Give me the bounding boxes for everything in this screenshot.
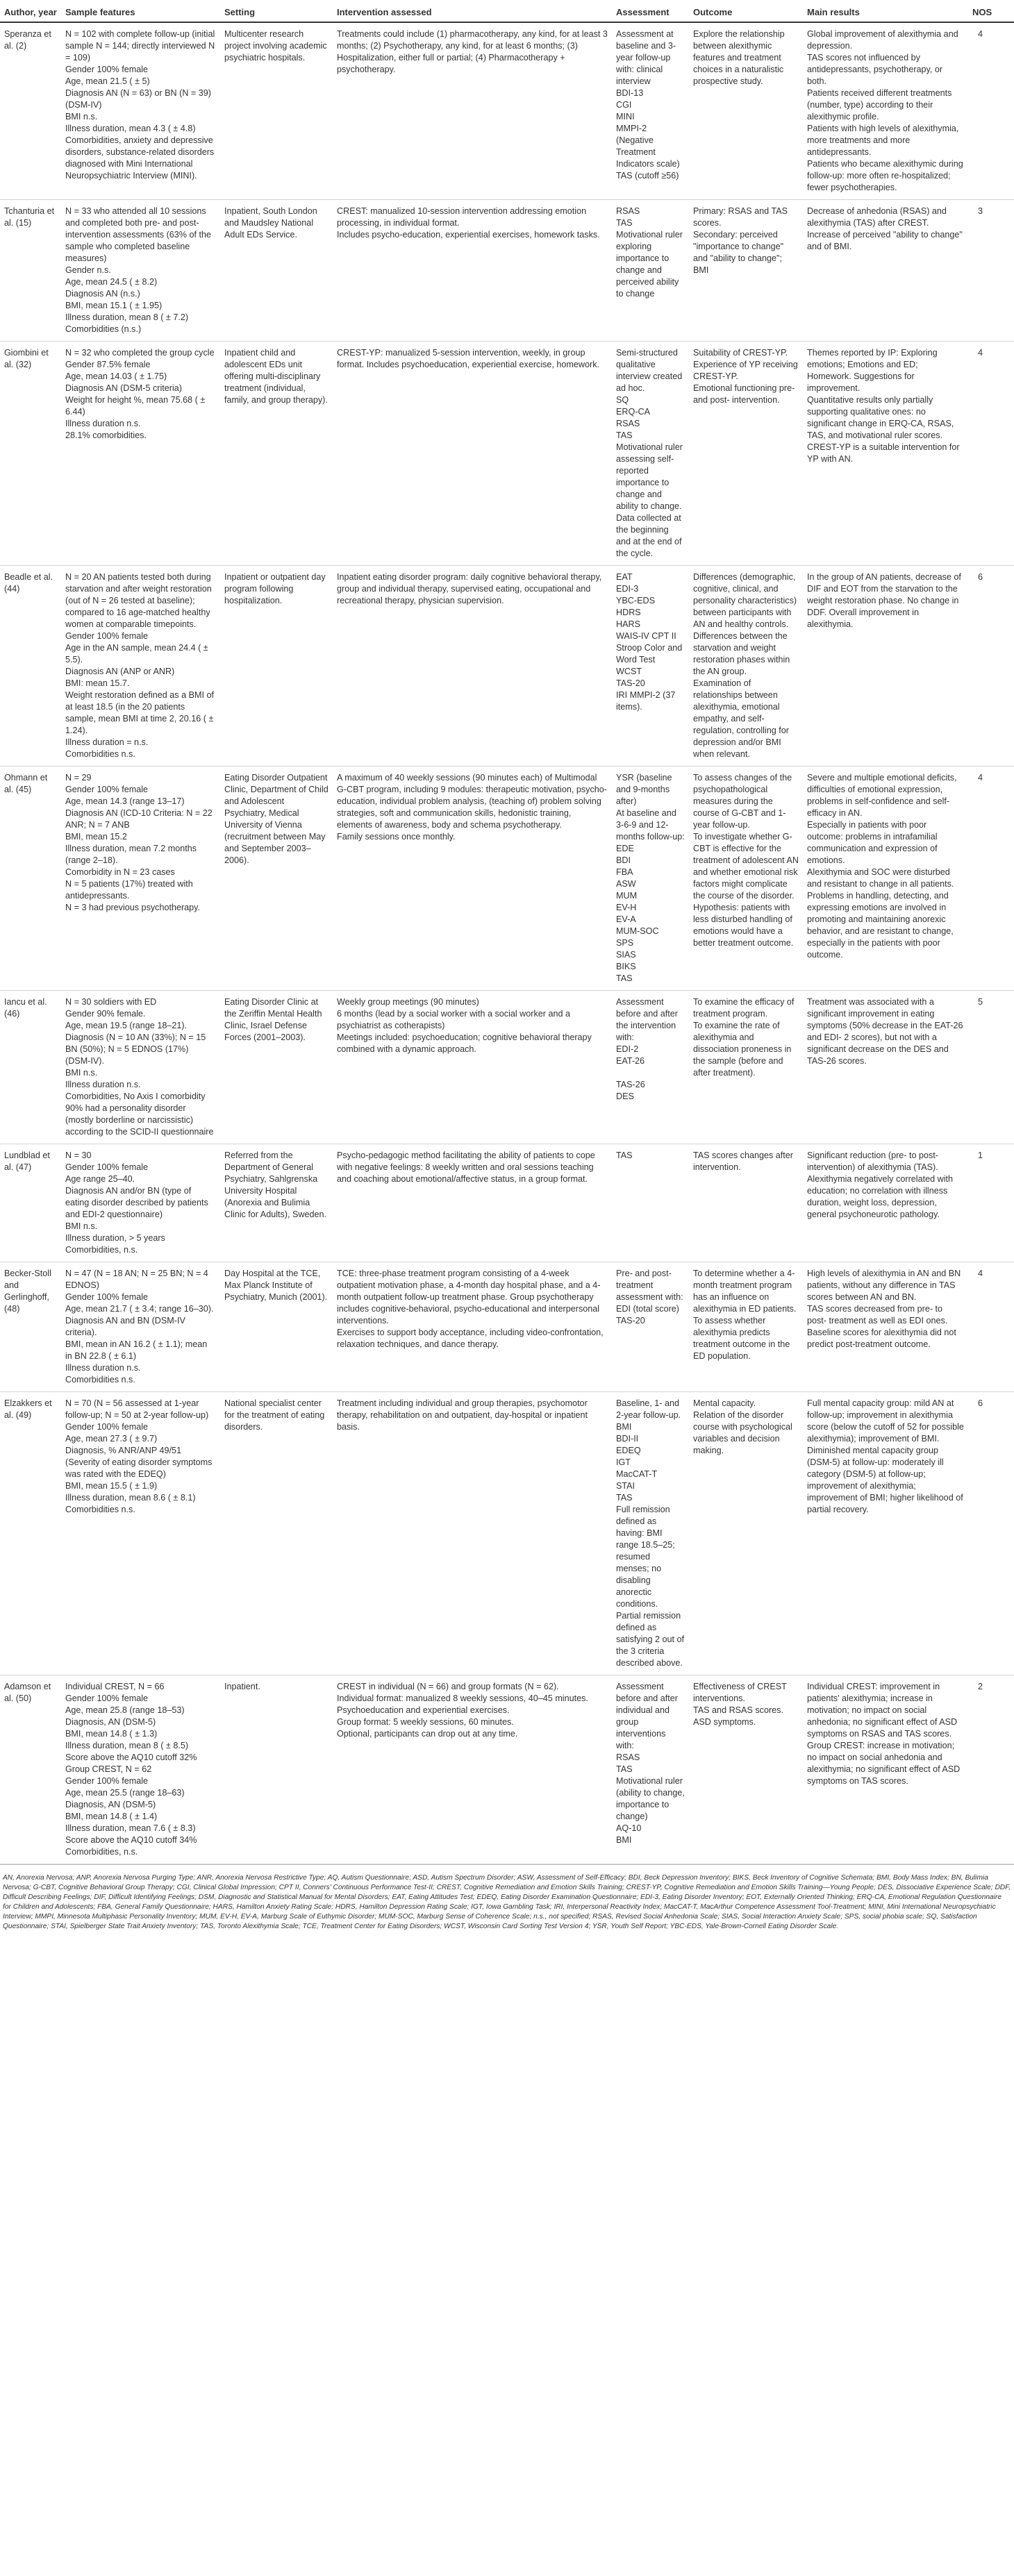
table-row	[0, 1675, 1014, 1864]
col-header-setting: Setting	[220, 0, 333, 22]
cell-setting: Inpatient, South London and Maudsley National Adult EDs Service.	[220, 200, 333, 342]
cell-intervention: CREST: manualized 10-session intervention addressing emotion processing, in individual format. Includes psycho-education, experiential exercises, homework tasks.	[333, 200, 612, 342]
cell-setting: National specialist center for the treatment of eating disorders.	[220, 1392, 333, 1675]
cell-author: Ohmann et al. (45)	[0, 767, 61, 991]
cell-intervention: CREST-YP: manualized 5-session intervention, weekly, in group format. Includes psychoeducation, experiential exercise, homework.	[333, 342, 612, 566]
cell-sample: N = 32 who completed the group cycle Gender 87.5% female Age, mean 14.03 ( ± 1.75) Diagnosis AN (DSM-5 criteria) Weight for height %, mean 75.68 ( ± 6.44) Illness duration n.s. 28.1% comorbidities.	[61, 342, 220, 566]
cell-nos: 3	[968, 200, 1014, 342]
cell-author: Becker-Stoll and Gerlinghoff, (48)	[0, 1262, 61, 1392]
cell-author: Elzakkers et al. (49)	[0, 1392, 61, 1675]
cell-setting: Referred from the Department of General Psychiatry, Sahlgrenska University Hospital (Anorexia and Bulimia Clinic for Adults), Sweden.	[220, 1144, 333, 1262]
cell-setting: Day Hospital at the TCE, Max Planck Institute of Psychiatry, Munich (2001).	[220, 1262, 333, 1392]
cell-intervention: Treatments could include (1) pharmacotherapy, any kind, for at least 3 months; (2) Psychotherapy, any kind, for at least 6 months; (3) Hospitalization, either full or partial; (4) Pharmacotherapy + psychotherapy.	[333, 22, 612, 200]
cell-results: Global improvement of alexithymia and depression. TAS scores not influenced by antidepressants, psychotherapy, or both. Patients received different treatments (number, type) according to their alexithymic profile. Patients with high levels of alexithymia, more treatments and more antidepressants. Patients who became alexithymic during follow-up: more often re-hospitalized; fewer psychotherapies.	[803, 22, 968, 200]
cell-assessment: Semi-structured qualitative interview created ad hoc. SQ ERQ-CA RSAS TAS Motivational ruler assessing self-reported importance to change and ability to change. Data collected at the beginning and at the end of the cycle.	[612, 342, 689, 566]
cell-outcome: Effectiveness of CREST interventions. TAS and RSAS scores. ASD symptoms.	[689, 1675, 803, 1864]
cell-sample: N = 102 with complete follow-up (initial sample N = 144; directly interviewed N = 109) Gender 100% female Age, mean 21.5 ( ± 5) Diagnosis AN (N = 63) or BN (N = 39) (DSM-IV) BMI n.s. Illness duration, mean 4.3 ( ± 4.8) Comorbidities, anxiety and depressive disorders, substance-related disorders diagnosed with Mini International Neuropsychiatric Interview (MINI).	[61, 22, 220, 200]
table-row	[0, 200, 1014, 342]
cell-author: Adamson et al. (50)	[0, 1675, 61, 1864]
cell-assessment: TAS	[612, 1144, 689, 1262]
cell-assessment: Assessment at baseline and 3-year follow-up with: clinical interview BDI-13 CGI MINI MMPI-2 (Negative Treatment Indicators scale) TAS (cutoff ≥56)	[612, 22, 689, 200]
cell-results: Severe and multiple emotional deficits, difficulties of emotional expression, problems in self-confidence and self-efficacy in AN. Especially in patients with poor outcome: problems in intrafamilial communication and expression of emotions. Alexithymia and SOC were disturbed and resistant to change in all patients. Problems in handling, detecting, and expressing emotions are involved in promoting and maintaining anorexic behavior, and are resistant to change, especially in the patients with poor outcome.	[803, 767, 968, 991]
cell-outcome: Suitability of CREST-YP. Experience of YP receiving CREST-YP. Emotional functioning pre- and post- intervention.	[689, 342, 803, 566]
cell-sample: N = 29 Gender 100% female Age, mean 14.3 (range 13–17) Diagnosis AN (ICD-10 Criteria: N = 22 ANR; N = 7 ANB BMI, mean 15.2 Illness duration, mean 7.2 months (range 2–18). Comorbidity in N = 23 cases N = 5 patients (17%) treated with antidepressants. N = 3 had previous psychotherapy.	[61, 767, 220, 991]
table-row	[0, 566, 1014, 767]
cell-sample: N = 33 who attended all 10 sessions and completed both pre- and post-intervention assessments (63% of the sample who completed baseline measures) Gender n.s. Age, mean 24.5 ( ± 8.2) Diagnosis AN (n.s.) BMI, mean 15.1 ( ± 1.95) Illness duration, mean 8 ( ± 7.2) Comorbidities (n.s.)	[61, 200, 220, 342]
cell-author: Beadle et al. (44)	[0, 566, 61, 767]
col-header-results: Main results	[803, 0, 968, 22]
cell-nos: 1	[968, 1144, 1014, 1262]
cell-author: Iancu et al. (46)	[0, 991, 61, 1144]
cell-sample: N = 47 (N = 18 AN; N = 25 BN; N = 4 EDNOS) Gender 100% female Age, mean 21.7 ( ± 3.4; range 16–30). Diagnosis AN and BN (DSM-IV criteria). BMI, mean in AN 16.2 ( ± 1.1); mean in BN 22.8 ( ± 6.1) Illness duration n.s. Comorbidities n.s.	[61, 1262, 220, 1392]
cell-setting: Inpatient or outpatient day program following hospitalization.	[220, 566, 333, 767]
cell-intervention: Psycho-pedagogic method facilitating the ability of patients to cope with negative feelings: 8 weekly written and oral sessions teaching and coaching about emotional/affective status, in a group format.	[333, 1144, 612, 1262]
cell-intervention: CREST in individual (N = 66) and group formats (N = 62). Individual format: manualized 8 weekly sessions, 40–45 minutes. Psychoeducation and experiential exercises. Group format: 5 weekly sessions, 60 minutes. Optional, participants can drop out at any time.	[333, 1675, 612, 1864]
cell-setting: Eating Disorder Outpatient Clinic, Department of Child and Adolescent Psychiatry, Medical University of Vienna (recruitment between May and September 2003–2006).	[220, 767, 333, 991]
cell-results: In the group of AN patients, decrease of DIF and EOT from the starvation to the weight restoration phase. No change in DDF. Overall improvement in alexithymia.	[803, 566, 968, 767]
cell-nos: 2	[968, 1675, 1014, 1864]
cell-results: Significant reduction (pre- to post- intervention) of alexithymia (TAS). Alexithymia negatively correlated with education; no correlation with illness duration, weight loss, depression, general psychoneurotic pathology.	[803, 1144, 968, 1262]
col-header-intervention: Intervention assessed	[333, 0, 612, 22]
cell-setting: Inpatient.	[220, 1675, 333, 1864]
cell-results: Full mental capacity group: mild AN at follow-up; improvement in alexithymia score (below the cutoff of 52 for possible alexithymia); improvement of BMI. Diminished mental capacity group (DSM-5) at follow-up: moderately ill category (DSM-5) at follow-up; improvement of alexithymia; improvement of BMI; higher likelihood of partial recovery.	[803, 1392, 968, 1675]
col-header-assessment: Assessment	[612, 0, 689, 22]
table-row	[0, 767, 1014, 991]
table-footnote: AN, Anorexia Nervosa; ANP, Anorexia Nervosa Purging Type; ANR, Anorexia Nervosa Restrictive Type; AQ, Autism Questionnaire; ASD, Autism Spectrum Disorder; ASW, Assessment of Self-Efficacy; BDI, Beck Depression Inventory; BIKS, Beck Inventory of Cognitive Schemata; BMI, Body Mass Index; BN, Bulimia Nervosa; G-CBT, Cognitive Behavioral Group Therapy; CGI, Clinical Global Impression; CPT II, Conners' Continuous Performance Test-II; CREST, Cognitive Remediation and Emotion Skills Training; CREST-YP, Cognitive Remediation and Emotion Skills Training—Young People; DES, Dissociative Experience Scale; DDF, Difficult Describing Feelings; DIF, Difficult Identifying Feelings; DSM, Diagnostic and Statistical Manual for Mental Disorders; EAT, Eating Attitudes Test; EDEQ, Eating Disorder Examination Questionnaire; EDI-3, Eating Disorder Inventory; EOT, Externally Oriented Thinking; ERQ-CA, Emotional Regulation Questionnaire for Children and Adolescents; FBA, General Family Questionnaire; HARS, Hamilton Anxiety Rating Scale; HDRS, Hamilton Depression Rating Scale; IGT, Iowa Gambling Task; IRI, Interpersonal Reactivity Index; MacCAT-T, MacArthur Competence Assessment Tool-Treatment; MINI, Mini International Neuropsychiatric Interview; MMPI, Minnesota Multiphasic Personality Inventory; MUM, EV-H, EV-A, Marburg Scale of Euthymic Disorder; MUM-SOC, Marburg Sense of Coherence Scale; n.s., not specified; RSAS, Revised Social Anhedonia Scale; SIAS, Social Interaction Anxiety Scale; SPS, social phobia scale; SQ, Satisfaction Questionnaire; STAI, Spielberger State Trait Anxiety Inventory; TAS, Toronto Alexithymia Scale; TCE, Treatment Center for Eating Disorders; WCST, Wisconsin Card Sorting Test Version 4; YSR, Youth Self Report; YBC-EDS, Yale-Brown-Cornell Eating Disorder Scale.	[0, 1864, 1014, 1932]
cell-nos: 6	[968, 566, 1014, 767]
cell-assessment: YSR (baseline and 9-months after) At baseline and 3-6-9 and 12-months follow-up: EDE BDI FBA ASW MUM EV-H EV-A MUM-SOC SPS SIAS BIKS TAS	[612, 767, 689, 991]
table-row	[0, 22, 1014, 200]
cell-intervention: TCE: three-phase treatment program consisting of a 4-week outpatient motivation phase, a 4-month day hospital phase, and a 4-month outpatient follow-up treatment phase. Group psychotherapy includes cognitive-behavioral, psycho-educational and interpersonal interventions. Exercises to support body acceptance, including video-confrontation, relaxation techniques, and dance therapy.	[333, 1262, 612, 1392]
header-row	[0, 0, 1014, 22]
cell-outcome: To determine whether a 4-month treatment program has an influence on alexithymia in ED patients. To assess whether alexithymia predicts treatment outcome in the ED population.	[689, 1262, 803, 1392]
cell-nos: 4	[968, 1262, 1014, 1392]
cell-author: Giombini et al. (32)	[0, 342, 61, 566]
cell-assessment: RSAS TAS Motivational ruler exploring importance to change and perceived ability to change	[612, 200, 689, 342]
cell-outcome: To examine the efficacy of treatment program. To examine the rate of alexithymia and dissociation proneness in the sample (before and after treatment).	[689, 991, 803, 1144]
cell-sample: N = 30 Gender 100% female Age range 25–40. Diagnosis AN and/or BN (type of eating disorder described by patients and EDI-2 questionnaire) BMI n.s. Illness duration, > 5 years Comorbidities, n.s.	[61, 1144, 220, 1262]
cell-outcome: TAS scores changes after intervention.	[689, 1144, 803, 1262]
col-header-sample: Sample features	[61, 0, 220, 22]
cell-sample: N = 20 AN patients tested both during starvation and after weight restoration (out of N = 26 tested at baseline); compared to 16 age-matched healthy women at comparable timepoints. Gender 100% female Age in the AN sample, mean 24.4 ( ± 5.5). Diagnosis AN (ANP or ANR) BMI: mean 15.7. Weight restoration defined as a BMI of at least 18.5 (in the 20 patients sample, mean BMI at time 2, 20.16 ( ± 1.24). Illness duration = n.s. Comorbidities n.s.	[61, 566, 220, 767]
cell-assessment: Pre- and post-treatment assessment with: EDI (total score) TAS-20	[612, 1262, 689, 1392]
cell-sample: Individual CREST, N = 66 Gender 100% female Age, mean 25.8 (range 18–53) Diagnosis, AN (DSM-5) BMI, mean 14.8 ( ± 1.3) Illness duration, mean 8 ( ± 8.5) Score above the AQ10 cutoff 32% Group CREST, N = 62 Gender 100% female Age, mean 25.5 (range 18–63) Diagnosis, AN (DSM-5) BMI, mean 14.8 ( ± 1.4) Illness duration, mean 7.6 ( ± 8.3) Score above the AQ10 cutoff 34% Comorbidities, n.s.	[61, 1675, 220, 1864]
cell-outcome: To assess changes of the psychopathological measures during the course of G-CBT and 1-year follow-up. To investigate whether G-CBT is effective for the treatment of adolescent AN and whether emotional risk factors might complicate the course of the disorder. Hypothesis: patients with less disturbed handling of emotions would have a better treatment outcome.	[689, 767, 803, 991]
cell-outcome: Explore the relationship between alexithymic features and treatment choices in a naturalistic prospective study.	[689, 22, 803, 200]
cell-setting: Inpatient child and adolescent EDs unit offering multi-disciplinary treatment (individual, family, and group therapy).	[220, 342, 333, 566]
cell-nos: 4	[968, 342, 1014, 566]
col-header-nos: NOS	[968, 0, 1014, 22]
cell-setting: Multicenter research project involving academic psychiatric hospitals.	[220, 22, 333, 200]
cell-nos: 6	[968, 1392, 1014, 1675]
col-header-author: Author, year	[0, 0, 61, 22]
cell-setting: Eating Disorder Clinic at the Zeriffin Mental Health Clinic, Israel Defense Forces (2001–2003).	[220, 991, 333, 1144]
cell-sample: N = 30 soldiers with ED Gender 90% female. Age, mean 19.5 (range 18–21). Diagnosis (N = 10 AN (33%); N = 15 BN (50%); N = 5 EDNOS (17%) (DSM-IV). BMI n.s. Illness duration n.s. Comorbidities, No Axis I comorbidity 90% had a personality disorder (mostly borderline or narcissistic) according to the SCID-II questionnaire	[61, 991, 220, 1144]
cell-author: Lundblad et al. (47)	[0, 1144, 61, 1262]
cell-intervention: A maximum of 40 weekly sessions (90 minutes each) of Multimodal G-CBT program, including 9 modules: therapeutic motivation, psycho-education, individual problem analysis, (teaching of) problem solving strategies, soft and communication skills, hedonistic training, elements of awareness, body and schema psychotherapy. Family sessions once monthly.	[333, 767, 612, 991]
table-row	[0, 1392, 1014, 1675]
cell-author: Tchanturia et al. (15)	[0, 200, 61, 342]
cell-intervention: Treatment including individual and group therapies, psychomotor therapy, rehabilitation on and outpatient, day-hospital or inpatient basis.	[333, 1392, 612, 1675]
cell-intervention: Weekly group meetings (90 minutes) 6 months (lead by a social worker with a social worker and a psychiatrist as cotherapists) Meetings included: psychoeducation; cognitive behavioral therapy combined with a dynamic approach.	[333, 991, 612, 1144]
cell-sample: N = 70 (N = 56 assessed at 1-year follow-up; N = 50 at 2-year follow-up) Gender 100% female Age, mean 27.3 ( ± 9.7) Diagnosis, % ANR/ANP 49/51 (Severity of eating disorder symptoms was rated with the EDEQ) BMI, mean 15.5 ( ± 1.9) Illness duration, mean 8.6 ( ± 8.1) Comorbidities n.s.	[61, 1392, 220, 1675]
cell-results: High levels of alexithymia in AN and BN patients, without any difference in TAS scores between AN and BN. TAS scores decreased from pre- to post- treatment as well as EDI ones. Baseline scores for alexithymia did not predict post-treatment outcome.	[803, 1262, 968, 1392]
table-row	[0, 1262, 1014, 1392]
cell-outcome: Mental capacity. Relation of the disorder course with psychological variables and decision making.	[689, 1392, 803, 1675]
cell-nos: 5	[968, 991, 1014, 1144]
cell-nos: 4	[968, 22, 1014, 200]
cell-assessment: EAT EDI-3 YBC-EDS HDRS HARS WAIS-IV CPT II Stroop Color and Word Test WCST TAS-20 IRI MMPI-2 (37 items).	[612, 566, 689, 767]
table-row	[0, 991, 1014, 1144]
cell-nos: 4	[968, 767, 1014, 991]
cell-assessment: Assessment before and after individual and group interventions with: RSAS TAS Motivational ruler (ability to change, importance to change) AQ-10 BMI	[612, 1675, 689, 1864]
cell-assessment: Assessment before and after the intervention with: EDI-2 EAT-26 TAS-26 DES	[612, 991, 689, 1144]
cell-intervention: Inpatient eating disorder program: daily cognitive behavioral therapy, group and individual therapy, supervised eating, occupational and recreational therapy, physician supervision.	[333, 566, 612, 767]
cell-results: Treatment was associated with a significant improvement in eating symptoms (50% decrease in the EAT-26 and EDI- 2 scores), but not with a significant decrease on the DES and TAS-26 scores.	[803, 991, 968, 1144]
cell-results: Themes reported by IP: Exploring emotions; Emotions and ED; Homework. Suggestions for improvement. Quantitative results only partially supporting qualitative ones: no significant change in ERQ-CA, RSAS, TAS, and motivational ruler scores. CREST-YP is a suitable intervention for YP with AN.	[803, 342, 968, 566]
cell-assessment: Baseline, 1- and 2-year follow-up. BMI BDI-II EDEQ IGT MacCAT-T STAI TAS Full remission defined as having: BMI range 18.5–25; resumed menses; no disabling anorectic conditions. Partial remission defined as satisfying 2 out of the 3 criteria described above.	[612, 1392, 689, 1675]
cell-outcome: Differences (demographic, cognitive, clinical, and personality characteristics) between participants with AN and healthy controls. Differences between the starvation and weight restoration phases within the AN group. Examination of relationships between alexithymia, emotional empathy, and self-regulation, controlling for depression and/or BMI when relevant.	[689, 566, 803, 767]
cell-results: Individual CREST: improvement in patients' alexithymia; increase in motivation; no impact on social anhedonia; no significant effect of ASD symptoms on RSAS and TAS scores. Group CREST: increase in motivation; no impact on social anhedonia and alexithymia; no significant effect of ASD symptoms on TAS scores.	[803, 1675, 968, 1864]
cell-results: Decrease of anhedonia (RSAS) and alexithymia (TAS) after CREST. Increase of perceived "ability to change" and of BMI.	[803, 200, 968, 342]
cell-outcome: Primary: RSAS and TAS scores. Secondary: perceived "importance to change" and "ability to change"; BMI	[689, 200, 803, 342]
table-row	[0, 342, 1014, 566]
cell-author: Speranza et al. (2)	[0, 22, 61, 200]
col-header-outcome: Outcome	[689, 0, 803, 22]
table-row	[0, 1144, 1014, 1262]
